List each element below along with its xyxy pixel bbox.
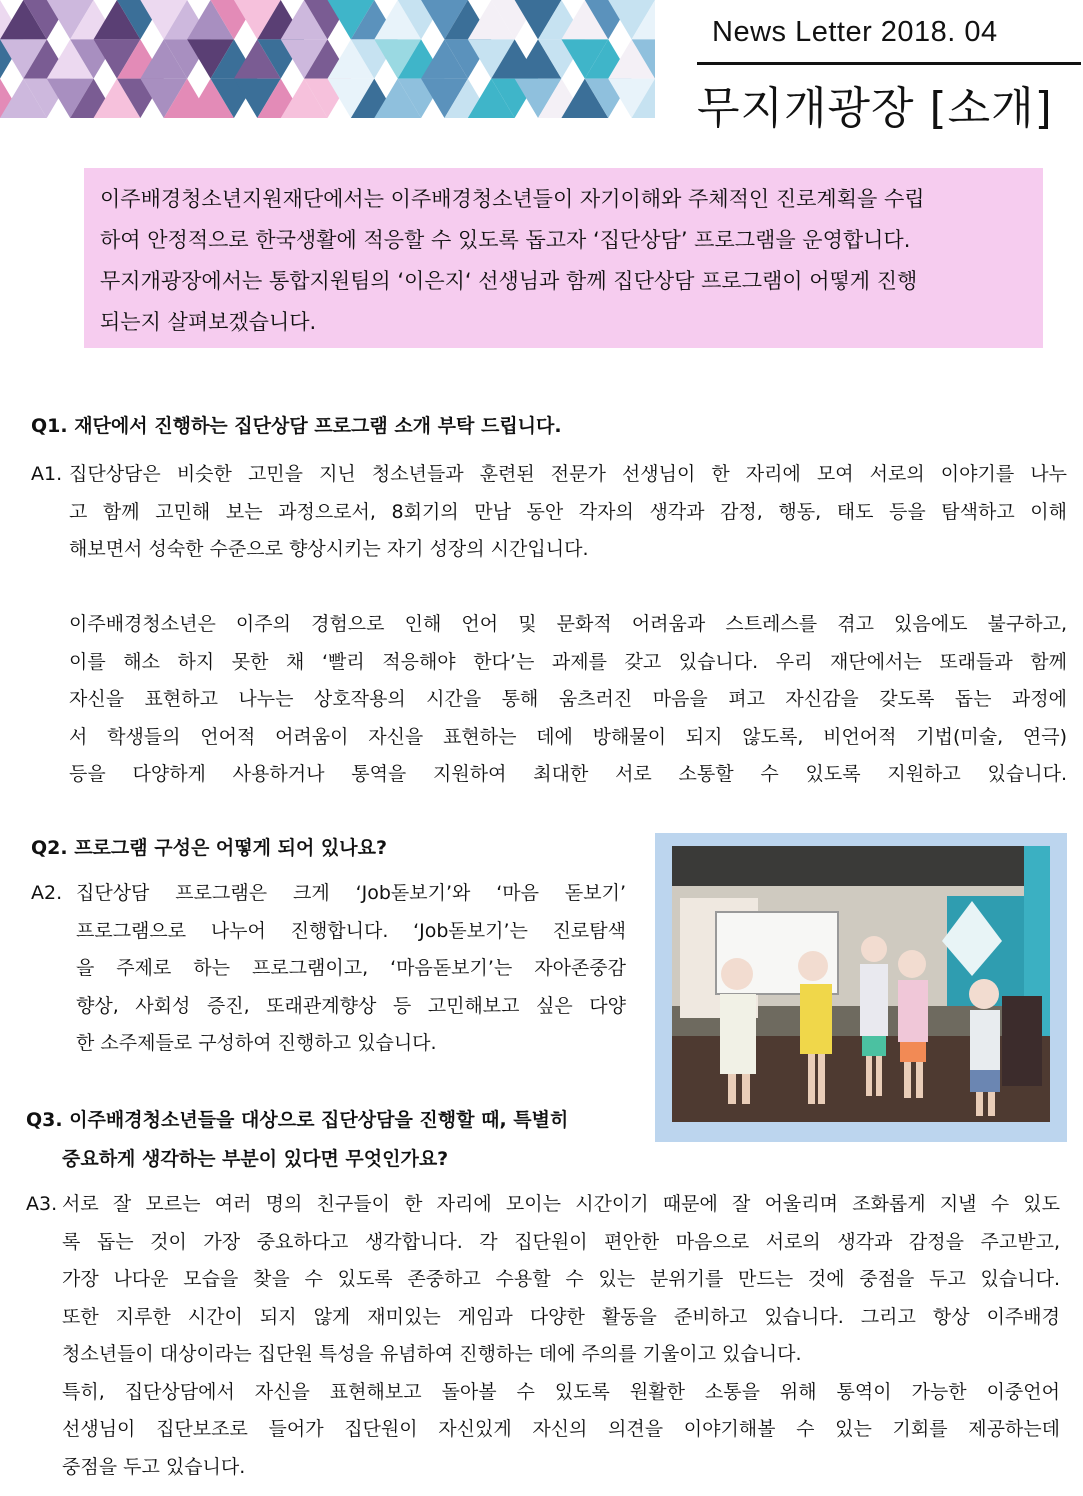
answer-line: 중점을 두고 있습니다. [62,1455,246,1478]
group-photo [672,846,1050,1122]
intro-line: 하여 안정적으로 한국생활에 적응할 수 있도록 돕고자 ‘집단상담’ 프로그램을 운영합니다. [100,228,911,252]
answer-line: 고 함께 고민해 보는 과정으로서, 8회기의 만남 동안 각자의 생각과 감정, 행동, 태도 등을 탐색하고 이해 [69,500,1067,523]
section-title: 무지개광장 [소개] [697,83,1053,134]
answer-1 [31,456,1067,794]
answer-line: 향상, 사회성 증진, 또래관계향상 등 고민해보고 싶은 다양 [76,994,626,1017]
answer-line: 한 소주제들로 구성하여 진행하고 있습니다. [76,1032,437,1054]
answer-line: 이주배경청소년은 이주의 경험으로 인해 언어 및 문화적 어려움과 스트레스를 겪고 있음에도 불구하고, [69,613,1067,635]
answer-3 [26,1186,1060,1486]
intro-box [84,168,1043,348]
answer-line: 자신을 표현하고 나누는 상호작용의 시간을 통해 움츠러진 마음을 펴고 자신감을 갖도록 돕는 과정에 [69,688,1067,710]
answer-label: A1. [31,463,63,485]
answer-line: 등을 다양하게 사용하거나 통역을 지원하여 최대한 서로 소통할 수 있도록 지원하고 있습니다. [69,763,1067,785]
answer-label: A3. [26,1193,58,1215]
question-1: Q1. 재단에서 진행하는 집단상담 프로그램 소개 부탁 드립니다. [31,415,562,437]
answer-line: 서 학생들의 언어적 어려움이 자신을 표현하는 데에 방해물이 되지 않도록, 비언어적 기법(미술, 연극) [69,725,1067,748]
answer-line: 특히, 집단상담에서 자신을 표현해보고 돌아볼 수 있도록 원활한 소통을 위해 통역이 가능한 이중언어 [62,1380,1060,1403]
intro-line: 이주배경청소년지원재단에서는 이주배경청소년들이 자기이해와 주체적인 진로계획을 수립 [100,187,925,211]
answer-label: A2. [31,882,63,904]
answer-line: 프로그램으로 나누어 진행합니다. ‘Job돋보기’는 진로탐색 [76,919,626,942]
question-3-line: 중요하게 생각하는 부분이 있다면 무엇인가요? [62,1148,449,1170]
answer-line: 해보면서 성숙한 수준으로 향상시키는 자기 성장의 시간입니다. [69,538,589,560]
answer-line: 록 돕는 것이 가장 중요하다고 생각합니다. 각 집단원이 편안한 마음으로 서로의 생각과 감정을 주고받고, [62,1230,1060,1253]
answer-line: 이를 해소 하지 못한 채 ‘빨리 적응해야 한다’는 과제를 갖고 있습니다. 우리 재단에서는 또래들과 함께 [69,650,1067,673]
answer-line: 을 주제로 하는 프로그램이고, ‘마음돋보기’는 자아존중감 [76,957,626,979]
intro-line: 무지개광장에서는 통합지원팀의 ‘이은지‘ 선생님과 함께 집단상담 프로그램이 어떻게 진행 [100,269,918,293]
answer-line: 서로 잘 모르는 여러 명의 친구들이 한 자리에 모이는 시간이기 때문에 잘 어울리며 조화롭게 지낼 수 있도 [62,1193,1060,1215]
answer-line: 또한 지루한 시간이 되지 않게 재미있는 게임과 다양한 활동을 준비하고 있습니다. 그리고 항상 이주배경 [62,1305,1060,1328]
answer-line: 집단상담은 비슷한 고민을 지닌 청소년들과 훈련된 전문가 선생님이 한 자리에 모여 서로의 이야기를 나누 [69,463,1067,485]
header-divider [697,62,1081,65]
answer-line: 청소년들이 대상이라는 집단원 특성을 유념하여 진행하는 데에 주의를 기울이고 있습니다. [62,1343,802,1365]
answer-line: 집단상담 프로그램은 크게 ‘Job돋보기’와 ‘마음 돋보기’ [76,882,626,904]
answer-line: 선생님이 집단보조로 들어가 집단원이 자신있게 자신의 의견을 이야기해볼 수 있는 기회를 제공하는데 [62,1418,1060,1440]
answer-2 [31,875,626,1063]
question-2: Q2. 프로그램 구성은 어떻게 되어 있나요? [31,837,387,859]
intro-line: 되는지 살펴보겠습니다. [100,310,317,334]
triangle-banner [0,0,655,118]
answer-spacer [69,569,1067,607]
newsletter-title: News Letter 2018. 04 [712,16,998,48]
question-3-line: Q3. 이주배경청소년들을 대상으로 집단상담을 진행할 때, 특별히 [26,1109,569,1131]
answer-line: 가장 나다운 모습을 찾을 수 있도록 존중하고 수용할 수 있는 분위기를 만드는 것에 중점을 두고 있습니다. [62,1268,1060,1290]
